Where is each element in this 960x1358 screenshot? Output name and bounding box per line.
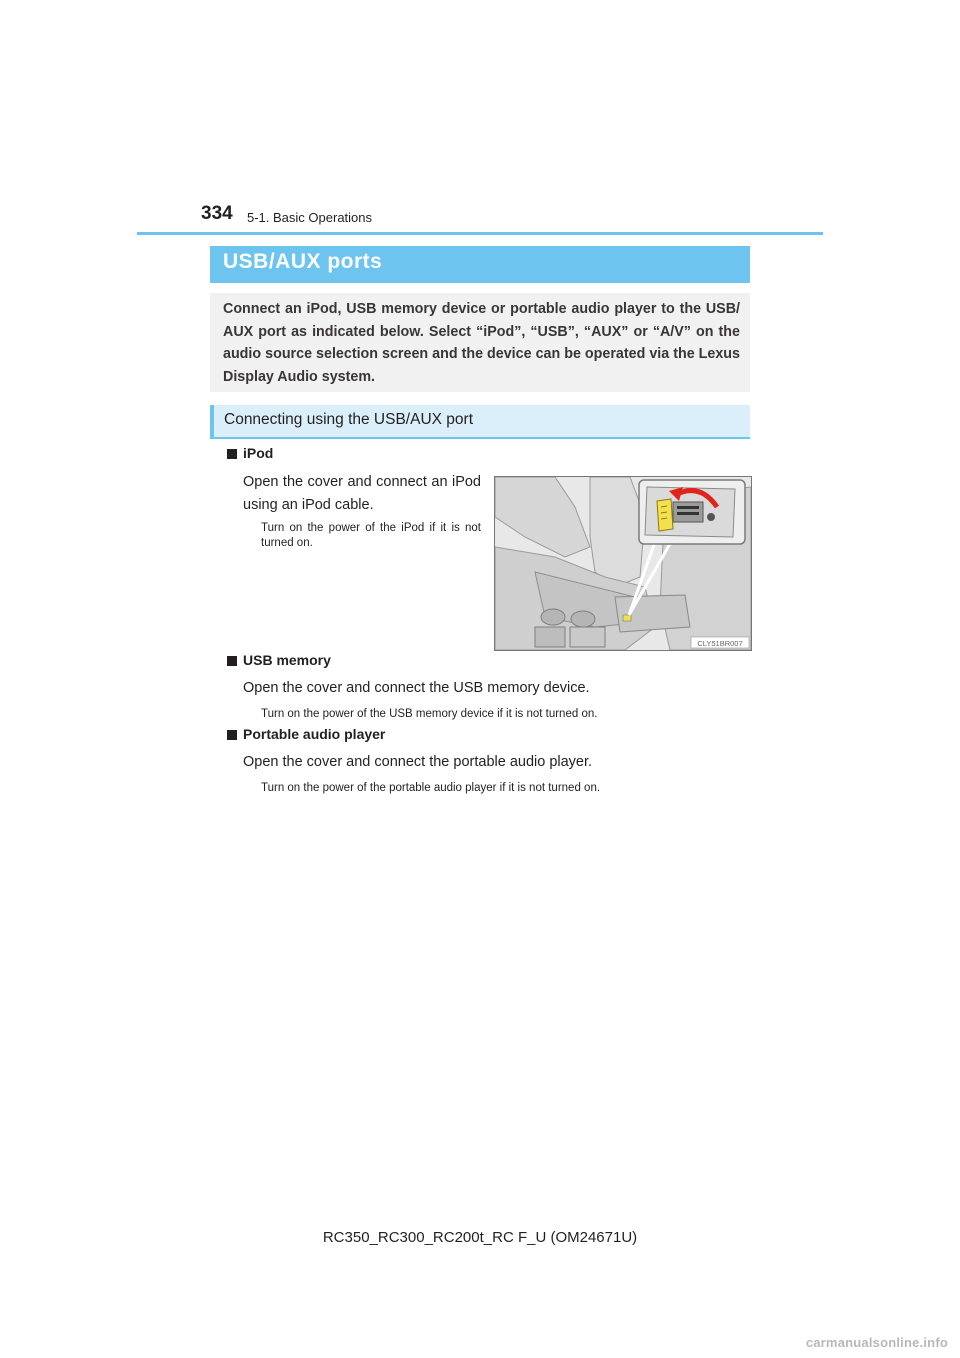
subheading-accent — [210, 405, 214, 439]
page-number: 334 — [201, 203, 233, 224]
bullet-square-icon — [227, 656, 237, 666]
usb-port-figure — [494, 476, 752, 651]
intro-text: Connect an iPod, USB memory device or portable audio player to the USB/ AUX port as indicated below. Select “iPod”, “USB”, “AUX” or “A/V” on the audio source selection screen and the device can be operated via the Lexus Display Audio system. — [223, 301, 740, 385]
intro-box — [210, 293, 750, 392]
section-label: 5-1. Basic Operations — [247, 210, 373, 225]
figure-code: CLY51BR007 — [697, 639, 743, 648]
item-label-ipod: iPod — [243, 445, 274, 461]
item-label-usb-memory: USB memory — [243, 652, 331, 668]
car-console-illustration — [495, 477, 751, 650]
watermark: carmanualsonline.info — [805, 1335, 948, 1350]
item-body-usb-memory: Open the cover and connect the USB memory device. — [243, 680, 590, 696]
item-note-ipod: Turn on the power of the iPod if it is not turned on. — [261, 522, 481, 549]
header-rule — [137, 232, 823, 235]
item-body-portable-audio: Open the cover and connect the portable audio player. — [243, 754, 593, 770]
subheading-bar — [210, 405, 750, 439]
page-title: USB/AUX ports — [223, 250, 383, 273]
bullet-square-icon — [227, 730, 237, 740]
item-note-portable-audio: Turn on the power of the portable audio player if it is not turned on. — [261, 782, 601, 794]
title-bar — [210, 246, 750, 283]
item-label-portable-audio: Portable audio player — [243, 726, 386, 742]
item-body-ipod: Open the cover and connect an iPod using an iPod cable. — [243, 474, 481, 513]
item-note-usb-memory: Turn on the power of the USB memory device if it is not turned on. — [261, 708, 598, 720]
subheading-text: Connecting using the USB/AUX port — [224, 411, 473, 428]
footer-model-code: RC350_RC300_RC200t_RC F_U (OM24671U) — [322, 1229, 638, 1246]
bullet-square-icon — [227, 449, 237, 459]
